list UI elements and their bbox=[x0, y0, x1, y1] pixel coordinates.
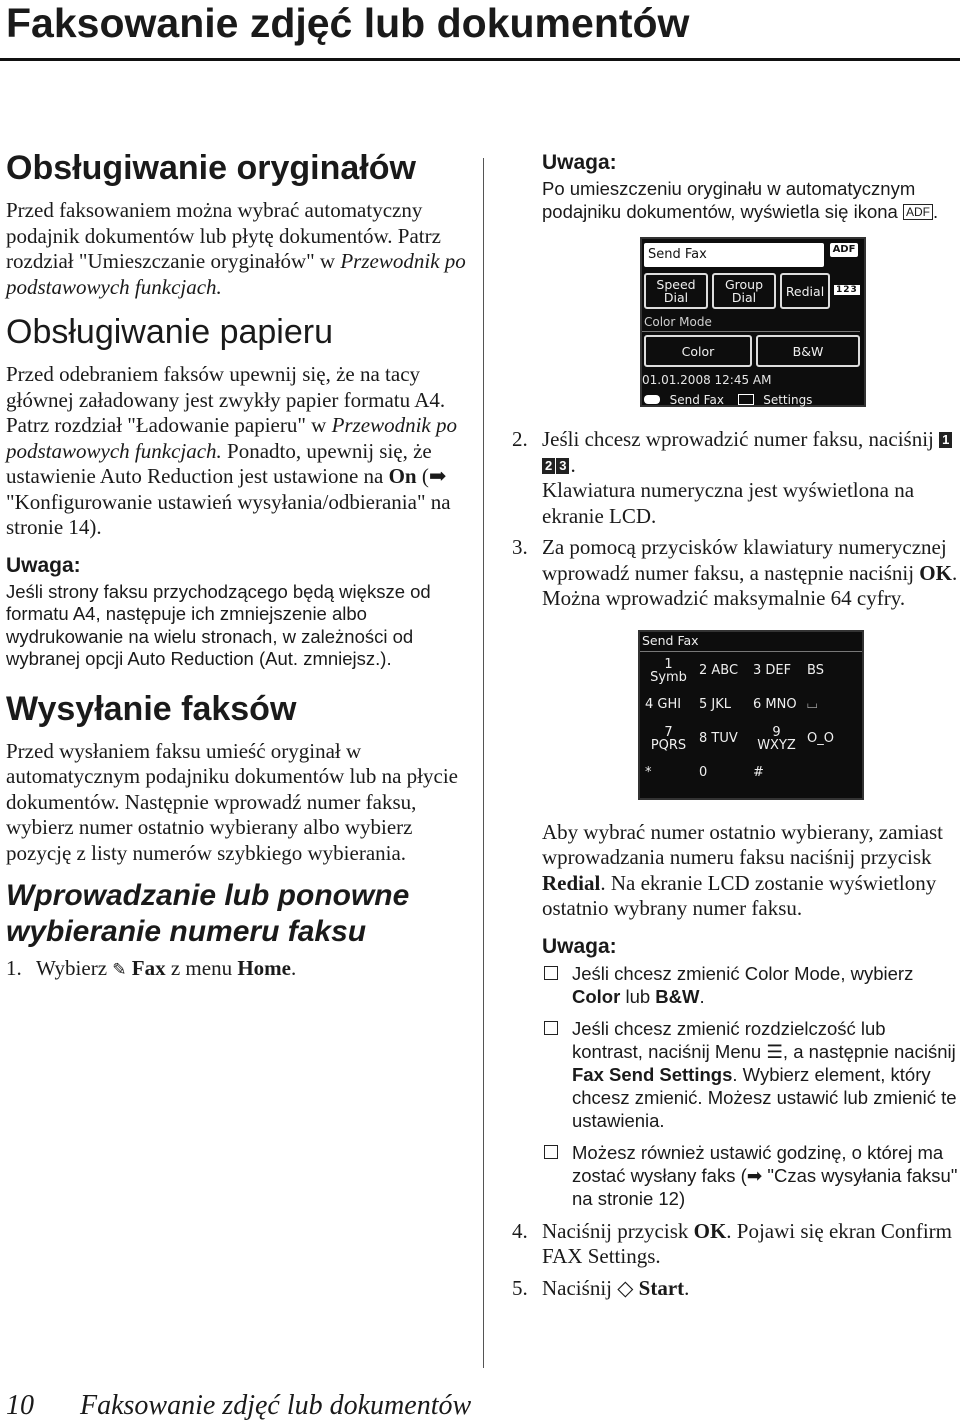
originals-guide-ref: Przewodnik po podstawowych funkcjach. bbox=[6, 249, 466, 299]
color-mode-label: Color Mode bbox=[644, 315, 712, 329]
lcd-adf-icon: ADF bbox=[830, 243, 858, 257]
redial-button[interactable]: Redial bbox=[780, 273, 830, 309]
subsection-title-entering: Wprowadzanie lub ponowne wybieranie numeru faksu bbox=[6, 879, 410, 948]
keypad-key[interactable]: 1 Symb bbox=[650, 656, 687, 685]
redial-text-a: Aby wybrać numer ostatnio wybierany, zamiast wprowadzania numeru faksu naciśnij przycisk bbox=[542, 819, 944, 869]
note-text-2 bbox=[542, 178, 960, 223]
key-3-icon: 3 bbox=[556, 458, 569, 474]
bullet-text: . bbox=[699, 985, 705, 1007]
steps-list-right-2 bbox=[512, 1219, 960, 1302]
section-title-originals: Obsługiwanie oryginałów bbox=[6, 149, 416, 187]
lcd2-divider bbox=[640, 651, 862, 652]
menu-icon bbox=[738, 394, 754, 405]
redial-paragraph bbox=[542, 820, 960, 922]
home-label: Home bbox=[237, 956, 291, 980]
lcd-settings-hint: Settings bbox=[763, 393, 813, 407]
note-text-2-a: Po umieszczeniu oryginału w automatycznym podajniku dokumentów, wyświetla się ikona bbox=[542, 178, 916, 222]
step-number: 1. bbox=[6, 956, 22, 980]
keypad-key[interactable] bbox=[804, 758, 854, 788]
note-heading-1: Uwaga: bbox=[6, 553, 81, 577]
start-label: Start bbox=[638, 1275, 685, 1300]
step-number: 3. bbox=[512, 535, 528, 559]
lcd-send-fax-hint: Send Fax bbox=[669, 393, 724, 407]
step-number: 4. bbox=[512, 1218, 528, 1243]
originals-paragraph bbox=[6, 198, 468, 300]
page-title: Faksowanie zdjęć lub dokumentów bbox=[6, 0, 690, 46]
ok-label: OK bbox=[693, 1218, 727, 1243]
lcd-datetime: 01.01.2008 12:45 AM bbox=[642, 373, 772, 387]
footer-title: Faksowanie zdjęć lub dokumentów bbox=[80, 1390, 472, 1421]
key-2-icon: 2 bbox=[542, 458, 555, 474]
step-1-text-b: z menu bbox=[165, 956, 238, 980]
fax-label: Fax bbox=[131, 956, 166, 980]
step-1 bbox=[6, 956, 468, 984]
bullet-text: Jeśli chcesz zmienić rozdzielczość lub kontrast, naciśnij Menu ☰, a następnie naciśnij bbox=[572, 1017, 956, 1062]
note-heading-3: Uwaga: bbox=[542, 934, 617, 958]
note-text-2-b: . bbox=[932, 200, 939, 222]
checkbox-bullet-icon bbox=[544, 1021, 558, 1035]
keypad-key[interactable]: 9 WXYZ bbox=[757, 724, 796, 753]
column-divider bbox=[483, 158, 484, 1368]
paper-guide-ref: Przewodnik po podstawowych funkcjach. bbox=[6, 413, 457, 463]
keypad-key[interactable]: ⌴ bbox=[807, 697, 818, 712]
note-bullet bbox=[542, 1141, 960, 1210]
note-heading-2: Uwaga: bbox=[542, 151, 617, 174]
note-bullet bbox=[542, 962, 960, 1008]
keypad-key[interactable]: 7 PQRS bbox=[650, 724, 687, 753]
checkbox-bullet-icon bbox=[544, 966, 558, 980]
step-4-text-b: . Pojawi się ekran Confirm FAX Settings. bbox=[542, 1218, 953, 1268]
keypad-key[interactable]: 5 JKL bbox=[699, 697, 732, 712]
bullet-text: Jeśli chcesz zmienić Color Mode, wybierz bbox=[572, 962, 914, 984]
step-2-period: . bbox=[570, 452, 576, 477]
step-4-text: Naciśnij przycisk bbox=[542, 1218, 694, 1243]
ok-label: OK bbox=[919, 560, 952, 585]
keypad-key[interactable]: 6 MNO bbox=[753, 697, 797, 712]
step-5-text: Naciśnij ◇ bbox=[542, 1275, 639, 1300]
step-1-text: Wybierz bbox=[36, 956, 113, 980]
right-column bbox=[512, 150, 960, 1307]
paper-text-c: (➡ "Konfigurowanie ustawień wysyłania/odbierania" na stronie 14). bbox=[6, 464, 451, 539]
bullet-bold: B&W bbox=[655, 985, 700, 1007]
checkbox-bullet-icon bbox=[544, 1145, 558, 1159]
redial-text-c: . Na ekranie LCD zostanie wyświetlony ostatnio wybrany numer faksu. bbox=[542, 870, 937, 920]
keypad-key[interactable]: 2 ABC bbox=[699, 663, 739, 678]
keypad-key[interactable]: O_O bbox=[807, 731, 834, 746]
header-rule bbox=[0, 58, 960, 61]
color-button[interactable]: Color bbox=[644, 335, 752, 367]
keypad-key[interactable]: BS bbox=[807, 663, 824, 678]
bullet-text: Możesz również ustawić godzinę, o której ma zostać wysłany faks (➡ "Czas wysyłania faksu" na stronie 12) bbox=[572, 1141, 958, 1209]
step-2-text: Jeśli chcesz wprowadzić numer faksu, naciśnij bbox=[542, 427, 940, 451]
fax-icon: ✎ bbox=[112, 960, 127, 980]
step-3 bbox=[512, 535, 960, 612]
step-5-period: . bbox=[684, 1275, 690, 1300]
step-number: 2. bbox=[512, 427, 528, 451]
section-title-sending: Wysyłanie faksów bbox=[6, 689, 297, 728]
lcd-title: Send Fax bbox=[648, 247, 707, 262]
keypad-key[interactable]: 3 DEF bbox=[753, 663, 792, 678]
adf-icon: ADF bbox=[903, 204, 933, 220]
redial-label: Redial bbox=[542, 870, 601, 895]
bullet-bold: Fax Send Settings bbox=[572, 1063, 733, 1085]
paper-text-a: Przed odebraniem faksów upewnij się, że na tacy głównej załadowany jest zwykły papier formatu A4. Patrz rozdział "Ładowanie papieru" w bbox=[6, 362, 446, 437]
keypad-icon[interactable]: 123 bbox=[836, 285, 858, 295]
keypad-key[interactable]: 4 GHI bbox=[645, 697, 682, 712]
keypad-key[interactable]: # bbox=[753, 765, 764, 780]
step-number: 5. bbox=[512, 1275, 528, 1300]
note-text-1: Jeśli strony faksu przychodzącego będą większe od formatu A4, następuje ich zmniejszenie albo wydrukowanie na wielu stronach, w zależności od wybranej opcji Auto Reduction (Aut. zmniejsz.). bbox=[6, 580, 431, 669]
bullet-text: . Wybierz element, który chcesz zmienić. Możesz ustawić lub zmienić te ustawienia. bbox=[572, 1063, 957, 1131]
ok-button-icon bbox=[644, 395, 660, 404]
lcd2-title: Send Fax bbox=[642, 632, 699, 648]
steps-list-right bbox=[512, 427, 960, 612]
paper-text-b: Ponadto, upewnij się, że ustawienie Auto Reduction jest ustawione na bbox=[6, 438, 432, 488]
lcd-divider bbox=[642, 331, 860, 332]
keypad-key[interactable]: * bbox=[645, 765, 652, 780]
step-3-text-b: . Można wprowadzić maksymalnie 64 cyfry. bbox=[542, 560, 958, 610]
step-2 bbox=[512, 427, 960, 529]
steps-list-left bbox=[6, 956, 468, 984]
lcd-status-bar bbox=[642, 389, 860, 407]
note-bullet bbox=[542, 1017, 960, 1132]
page-number: 10 bbox=[6, 1390, 34, 1421]
paper-paragraph bbox=[6, 362, 468, 541]
step-3-text: Za pomocą przycisków klawiatury numerycznej wprowadź numer faksu, a następnie naciśnij bbox=[542, 535, 947, 585]
keypad-key[interactable]: 8 TUV bbox=[699, 731, 738, 746]
paper-on-label: On bbox=[388, 464, 417, 488]
step-5 bbox=[512, 1276, 960, 1302]
bullet-bold: Color bbox=[572, 985, 621, 1007]
step-4 bbox=[512, 1219, 960, 1270]
step-1-period: . bbox=[291, 956, 297, 980]
step-2-text-c: Klawiatura numeryczna jest wyświetlona na ekranie LCD. bbox=[542, 478, 915, 528]
note-bullets bbox=[542, 962, 960, 1210]
originals-text: Przed faksowaniem można wybrać automatyczny podajnik dokumentów lub płytę dokumentów. Patrz rozdział "Umieszczanie oryginałów" w bbox=[6, 198, 441, 273]
keypad-key[interactable]: 0 bbox=[699, 765, 708, 780]
group-dial-button[interactable]: Group Dial bbox=[712, 273, 776, 309]
bullet-text: lub bbox=[620, 985, 656, 1007]
key-1-icon: 1 bbox=[939, 432, 952, 448]
lcd-keypad-screen bbox=[638, 630, 864, 800]
bw-button[interactable]: B&W bbox=[756, 335, 860, 367]
speed-dial-button[interactable]: Speed Dial bbox=[644, 273, 708, 309]
sending-paragraph: Przed wysłaniem faksu umieść oryginał w automatycznym podajniku dokumentów lub na płycie dokumentów. Następnie wprowadź numer faksu, wybierz numer ostatnio wybierany albo wybierz pozycję z listy numerów szybkiego wybierania. bbox=[6, 738, 458, 865]
section-title-paper: Obsługiwanie papieru bbox=[6, 313, 333, 351]
lcd-send-fax-screen bbox=[640, 237, 866, 407]
left-column bbox=[6, 148, 468, 990]
keypad-grid bbox=[642, 656, 858, 794]
